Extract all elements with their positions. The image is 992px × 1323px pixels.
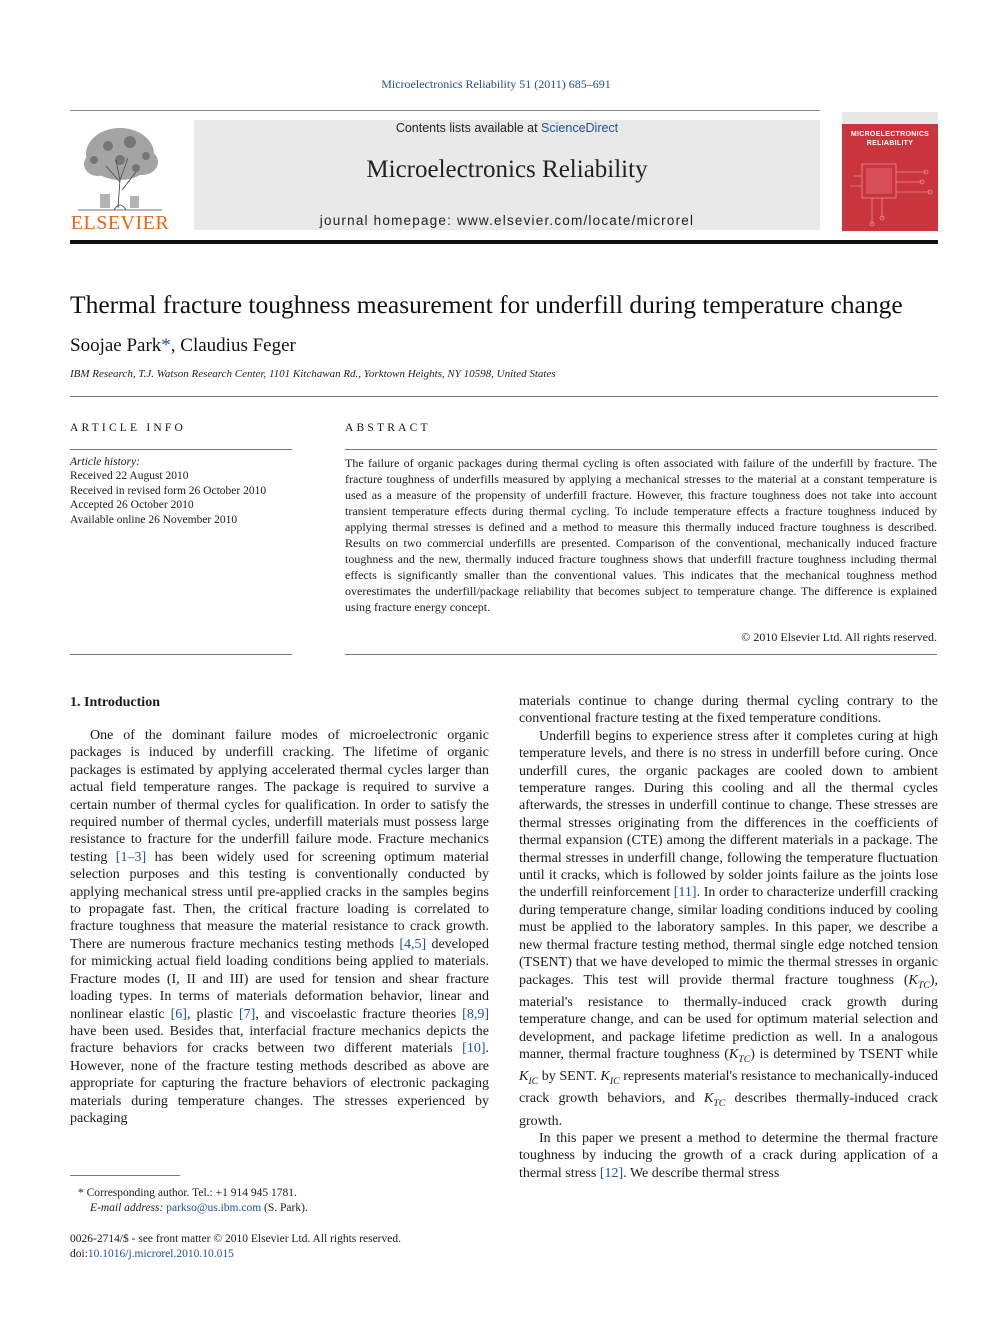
history-received: Received 22 August 2010 (70, 470, 189, 483)
doi-link[interactable]: 10.1016/j.microrel.2010.10.015 (87, 1247, 234, 1260)
front-matter (70, 1232, 500, 1261)
issn-line: 0026-2714/$ - see front matter © 2010 Elsevier Ltd. All rights reserved. (70, 1233, 401, 1245)
corresponding-author-note: * Corresponding author. Tel.: +1 914 945 1781. (78, 1187, 297, 1199)
elsevier-wordmark: ELSEVIER (70, 212, 170, 234)
homepage-link[interactable]: www.elsevier.com/locate/microrel (456, 213, 695, 228)
history-online: Available online 26 November 2010 (70, 513, 238, 526)
history-label: Article history: (70, 456, 140, 468)
article-info-rule (70, 449, 292, 450)
reference-link[interactable]: [7] (239, 1006, 256, 1022)
article-history (70, 455, 295, 527)
reference-link[interactable]: [1–3] (115, 849, 147, 865)
abstract-bottom-rule (345, 654, 937, 655)
abstract-rule (345, 449, 937, 450)
author-name: Claudius Feger (180, 335, 296, 356)
journal-homepage: journal homepage: www.elsevier.com/locate/microrel (319, 213, 695, 228)
section-heading-introduction: 1. Introduction (70, 695, 160, 710)
reference-link[interactable]: [4,5] (399, 936, 427, 952)
journal-banner (194, 120, 820, 230)
header-divider (70, 240, 938, 244)
journal-citation[interactable]: Microelectronics Reliability 51 (2011) 685–691 (381, 77, 611, 91)
intro-paragraph: One of the dominant failure modes of microelectronic organic packages is induced by underfill cracking. The lifetime of organic packages is estimated by applying accelerated thermal cycles larger than actual field temperature ranges. The package is required to survive a certain number of thermal cycles for qualification. In order to satisfy the required number of thermal cycles, underfill materials must possess large resistance to fracture for the underfill failure mode. Fracture mechanics testing [1–3] has been widely used for screening optimum material selection purposes and this testing is conventionally conducted by applying mechanical stress until pre-applied cracks in the samples begins to propagate fast. Then, the critical fracture loading is correlated to fracture toughness that measure the material resistance to crack growth. There are numerous fracture mechanics testing methods [4,5] developed for mimicking actual field loading conditions being applied to materials. Fracture modes (I, II and III) are used for tension and shear fracture loading types. In terms of materials deformation behavior, linear and nonlinear elastic [6], plastic [7], and viscoelastic fracture theories [8,9] have been used. Besides that, interfacial fracture mechanics depicts the fracture behaviors for cracks between two different materials [10]. However, none of the fracture testing methods described as above are appropriate for capturing the fracture behaviors of electronic packaging materials during temperature changes. The stresses experienced by packaging (70, 728, 489, 1126)
email-link[interactable]: parkso@us.ibm.com (166, 1201, 262, 1214)
email-note: E-mail address: parkso@us.ibm.com (S. Park). (90, 1201, 308, 1214)
article-info-bottom-rule (70, 654, 292, 655)
reference-link[interactable]: [8,9] (462, 1006, 489, 1022)
abstract-copyright: © 2010 Elsevier Ltd. All rights reserved. (741, 630, 937, 644)
journal-cover[interactable] (842, 112, 938, 231)
footnotes (70, 1186, 500, 1215)
reference-link[interactable]: [11] (673, 885, 697, 901)
article-title: Thermal fracture toughness measurement for underfill during temperature change (70, 290, 903, 319)
author-affiliation: IBM Research, T.J. Watson Research Center, 1101 Kitchawan Rd., Yorktown Heights, NY 10598, United States (70, 368, 556, 380)
sciencedirect-link[interactable]: ScienceDirect (541, 121, 619, 135)
reference-link[interactable]: [6] (170, 1006, 187, 1022)
journal-title: Microelectronics Reliability (366, 156, 648, 183)
abstract-text: The failure of organic packages during thermal cycling is often associated with failure of the underfill by fracture. The fracture toughness of underfills measured by applying a mechanical stresses to the material at a constant temperature is used as a measure of the propensity of underfill fracture. However, this fracture toughness does not take into account transient temperature effects during thermal cycling. To include temperature effects a fracture toughness induced by applying thermal stresses is defined and a method to measure this thermally induced fracture toughness is described. Results on two commercial underfills are presented. Comparison of the conventional, mechanically induced fracture toughness and the new, thermally induced fracture toughness shows that underfill fracture toughness including thermal effects is significantly smaller than the conventional values. This indicates that the mechanical toughness method overestimates the underfill/package reliability that becomes subject to temperature change. The difference is explained using fracture energy concept. (345, 456, 937, 614)
header-rule (70, 110, 820, 111)
intro-left-column (70, 727, 489, 1127)
reference-link[interactable]: [12] (599, 1165, 624, 1181)
author-list: Soojae Park*, Claudius Feger (70, 335, 296, 356)
footnote-rule (70, 1175, 180, 1176)
article-info-heading: ARTICLE INFO (70, 422, 186, 434)
title-divider (70, 396, 938, 397)
intro-paragraph: materials continue to change during thermal cycling contrary to the conventional fracture testing at the fixed temperature conditions. (519, 694, 938, 727)
history-accepted: Accepted 26 October 2010 (70, 499, 194, 512)
abstract-heading: ABSTRACT (345, 422, 431, 434)
intro-right-column (519, 693, 938, 1182)
intro-paragraph: In this paper we present a method to determine the thermal fracture toughness by inducing the growth of a crack during application of a thermal stress [12]. We describe thermal stress (519, 1130, 938, 1181)
reference-link[interactable]: [10] (462, 1041, 486, 1057)
cover-title: MICROELECTRONICS RELIABILITY (850, 131, 930, 147)
author-name: Soojae Park (70, 335, 162, 356)
doi-line: doi:10.1016/j.microrel.2010.10.015 (70, 1247, 234, 1260)
contents-line: Contents lists available at ScienceDirect (395, 121, 619, 135)
corresponding-author-mark[interactable]: * (161, 335, 171, 356)
cover-circuit-icon (842, 112, 938, 231)
history-revised: Received in revised form 26 October 2010 (70, 484, 267, 497)
intro-paragraph: Underfill begins to experience stress after it completes curing at high temperature levels, and there is no stress in underfill before curing. Once underfill cures, the organic packages are cooled down to ambient temperature ranges. During this cooling and all the thermal cycles afterwards, the stresses in underfill continue to change. These stresses are thermal stresses originating from the differences in the coefficients of thermal expansion (CTE) among the different materials in a package. The thermal stresses in underfill change, following the temperature fluctuation until it cracks, which is followed by solder joints failure as the joints lose the underfill reinforcement [11]. In order to characterize underfill cracking during temperature change, similar loading conditions induced by cooling must be applied to the laboratory samples. In this paper, we describe a new thermal fracture testing method, thermal single edge notched tension (TSENT) that we have developed to mimic the thermal stresses in organic packages. This test will provide thermal fracture toughness $(K_{TC})$, material's resistance to thermally-induced crack growth during temperature change, and can be used for optimum material selection and development, and package lifetime prediction as well. In a analogous manner, thermal fracture toughness $(K_{TC})$ is determined by TSENT while $K_{IC}$ by SENT. $K_{IC}$ represents material's resistance to mechanically-induced crack growth behaviors, and $K_{TC}$ describes thermally-induced crack growth. (519, 728, 939, 1129)
elsevier-logo[interactable] (70, 120, 170, 232)
